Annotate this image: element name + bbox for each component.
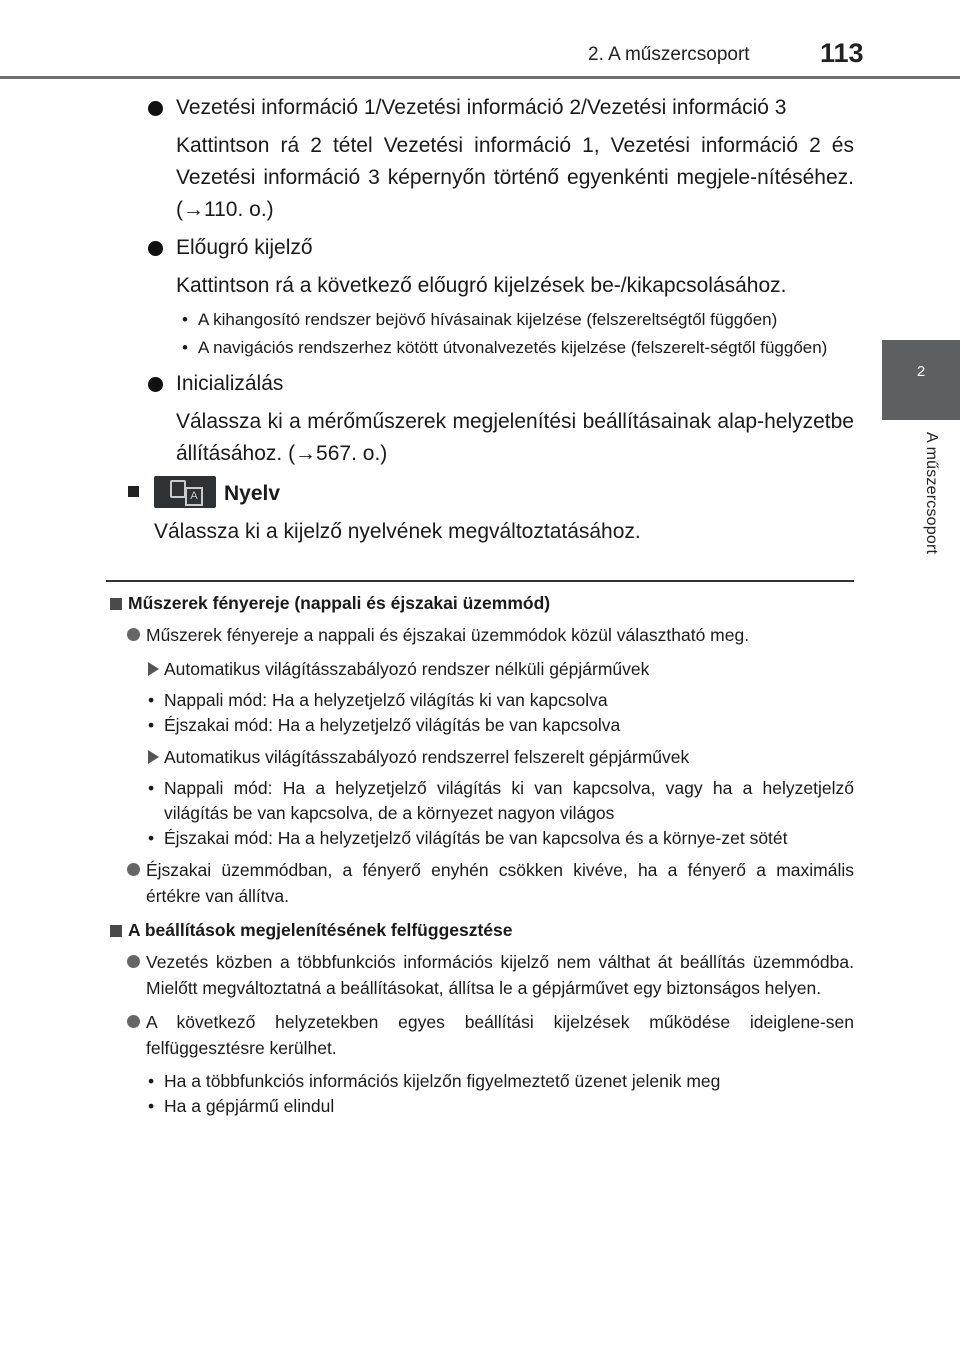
list-item: • Nappali mód: Ha a helyzetjelző világítás ki van kapcsolva, vagy ha a helyzetjelző világítás be van kapcsolva, de a környezet nagyon világos [148, 778, 854, 823]
situation-list [106, 1069, 854, 1119]
note-item: Vezetés közben a többfunkciós információs kijelző nem válthat át beállítás üzemmódba. Mielőtt megváltoztatná a beállításokat, állítsa le a gépjárművet egy biztonságos helyen. [106, 949, 854, 1001]
circle-bullet-icon [127, 955, 140, 968]
sub-heading: Automatikus világításszabályozó rendszerrel felszerelt gépjárművek [106, 744, 854, 770]
square-bullet-icon [110, 598, 122, 610]
sub-heading: Automatikus világításszabályozó rendszer nélküli gépjárművek [106, 656, 854, 682]
list-item: • Ha a gépjármű elindul [148, 1096, 335, 1116]
heading-text: Inicializálás [176, 372, 284, 395]
list-item: • A navigációs rendszerhez kötött útvonalvezetés kijelzése (felszerelt-ségtől függően) [182, 338, 828, 357]
page-number: 113 [820, 38, 864, 68]
circle-bullet-icon [127, 628, 140, 641]
note-item: Éjszakai üzemmódban, a fényerő enyhén csökken kivéve, ha a fényerő a maximális értékre van állítva. [106, 857, 854, 909]
elougro-list [106, 308, 854, 360]
mode-list [106, 688, 854, 738]
text-glyph-icon [170, 480, 186, 498]
language-settings-icon [154, 476, 216, 508]
header-rule [0, 76, 960, 79]
list-item: • Nappali mód: Ha a helyzetjelző világítás ki van kapcsolva [148, 690, 608, 710]
paragraph-elougro: Kattintson rá a következő előugró kijelzések be-/kikapcsolásához. [176, 274, 787, 297]
circle-bullet-icon [127, 1015, 140, 1028]
nyelv-heading [106, 476, 854, 514]
list-item: • Ha a többfunkciós információs kijelzőn figyelmeztető üzenet jelenik meg [148, 1071, 721, 1091]
paragraph-vezetesi: Kattintson rá 2 tétel Vezetési információ 1, Vezetési információ 2 és Vezetési információ 3 képernyőn történő egyenkénti megjele-nítéséhez. (→110. o.) [176, 134, 854, 221]
list-item: • Éjszakai mód: Ha a helyzetjelző világítás be van kapcsolva [148, 715, 621, 735]
bullet-heading-vezetesi [106, 92, 854, 124]
letter-a-icon: A [185, 487, 203, 506]
heading-text: Vezetési információ 1/Vezetési információ 2/Vezetési információ 3 [176, 96, 787, 119]
paragraph-inicializalas: Válassza ki a mérőműszerek megjelenítési beállításainak alap-helyzetbe állításához. (→567. o.) [176, 410, 854, 465]
bullet-heading-elougro [106, 232, 854, 264]
list-item: • Éjszakai mód: Ha a helyzetjelző világítás be van kapcsolva és a környe-zet sötét [148, 828, 788, 848]
bullet-icon [148, 101, 163, 116]
note-item: Műszerek fényereje a nappali és éjszakai üzemmódok közül választható meg. [106, 622, 854, 648]
main-content [106, 92, 854, 548]
note-heading-felfuggesztes: A beállítások megjelenítésének felfüggesztése [106, 917, 854, 943]
note-item: A következő helyzetekben egyes beállítási kijelzések működése ideiglene-sen felfüggesztésre kerülhet. [106, 1009, 854, 1061]
mode-list [106, 776, 854, 851]
list-item: • A kihangosító rendszer bejövő hívásainak kijelzése (felszereltségtől függően) [182, 310, 778, 329]
bullet-icon [148, 241, 163, 256]
section-divider [106, 580, 854, 582]
heading-text: Előugró kijelző [176, 236, 313, 259]
note-heading-fenyero: Műszerek fényereje (nappali és éjszakai üzemmód) [106, 590, 854, 616]
bullet-heading-inicializalas [106, 368, 854, 400]
square-bullet-icon [110, 925, 122, 937]
square-bullet-icon [128, 486, 139, 497]
chapter-tab[interactable]: 2 [882, 340, 960, 420]
bullet-icon [148, 377, 163, 392]
notes-section [106, 590, 854, 1125]
paragraph-nyelv: Válassza ki a kijelző nyelvének megváltoztatásához. [154, 520, 641, 543]
circle-bullet-icon [127, 863, 140, 876]
chapter-label: A műszercsoport [923, 432, 940, 555]
triangle-bullet-icon [148, 662, 159, 676]
triangle-bullet-icon [148, 750, 159, 764]
nyelv-title: Nyelv [224, 482, 281, 505]
section-title: 2. A műszercsoport [588, 44, 750, 65]
